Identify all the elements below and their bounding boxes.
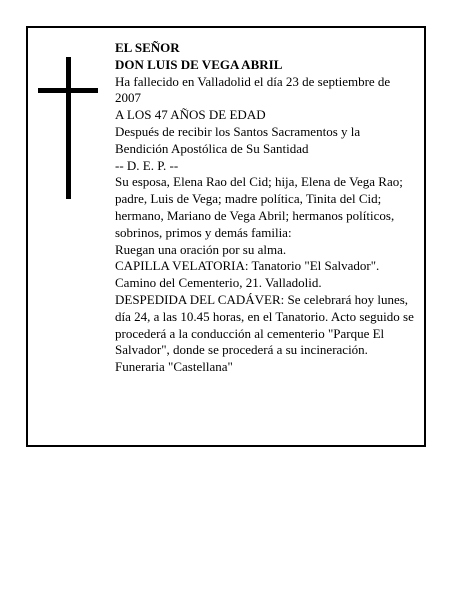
age-line: A LOS 47 AÑOS DE EDAD (115, 107, 266, 123)
farewell-line: DESPEDIDA DEL CADÁVER: Se celebrará hoy lunes, día 24, a las 10.45 horas, en el Tanatorio. Acto seguido se procederá a la conducción al cementerio "Parque El Salvador", donde se procederá a su incineración. (115, 291, 414, 358)
chapel-line: CAPILLA VELATORIA: Tanatorio "El Salvador". Camino del Cementerio, 21. Valladolid. (115, 258, 380, 291)
rip-line: -- D. E. P. -- (115, 157, 179, 173)
funeral-home-line: Funeraria "Castellana" (115, 359, 233, 375)
cross-vertical-bar (66, 57, 71, 199)
obituary-title-line1: EL SEÑOR (115, 40, 180, 55)
cross-icon (38, 57, 98, 199)
prayer-line: Ruegan una oración por su alma. (115, 241, 287, 257)
cross-horizontal-bar (38, 88, 98, 93)
family-line: Su esposa, Elena Rao del Cid; hija, Elena de Vega Rao; padre, Luis de Vega; madre política, Tinita del Cid; hermano, Mariano de Vega Abril; hermanos políticos, sobrinos, primos y demás familia: (115, 174, 403, 240)
obituary-text (115, 40, 415, 376)
death-info: Ha fallecido en Valladolid el día 23 de septiembre de 2007 (115, 73, 391, 106)
sacraments-line: Después de recibir los Santos Sacramentos y la Bendición Apostólica de Su Santidad (115, 123, 361, 156)
obituary-title-line2: DON LUIS DE VEGA ABRIL (115, 56, 283, 72)
obituary-notice (26, 26, 426, 447)
